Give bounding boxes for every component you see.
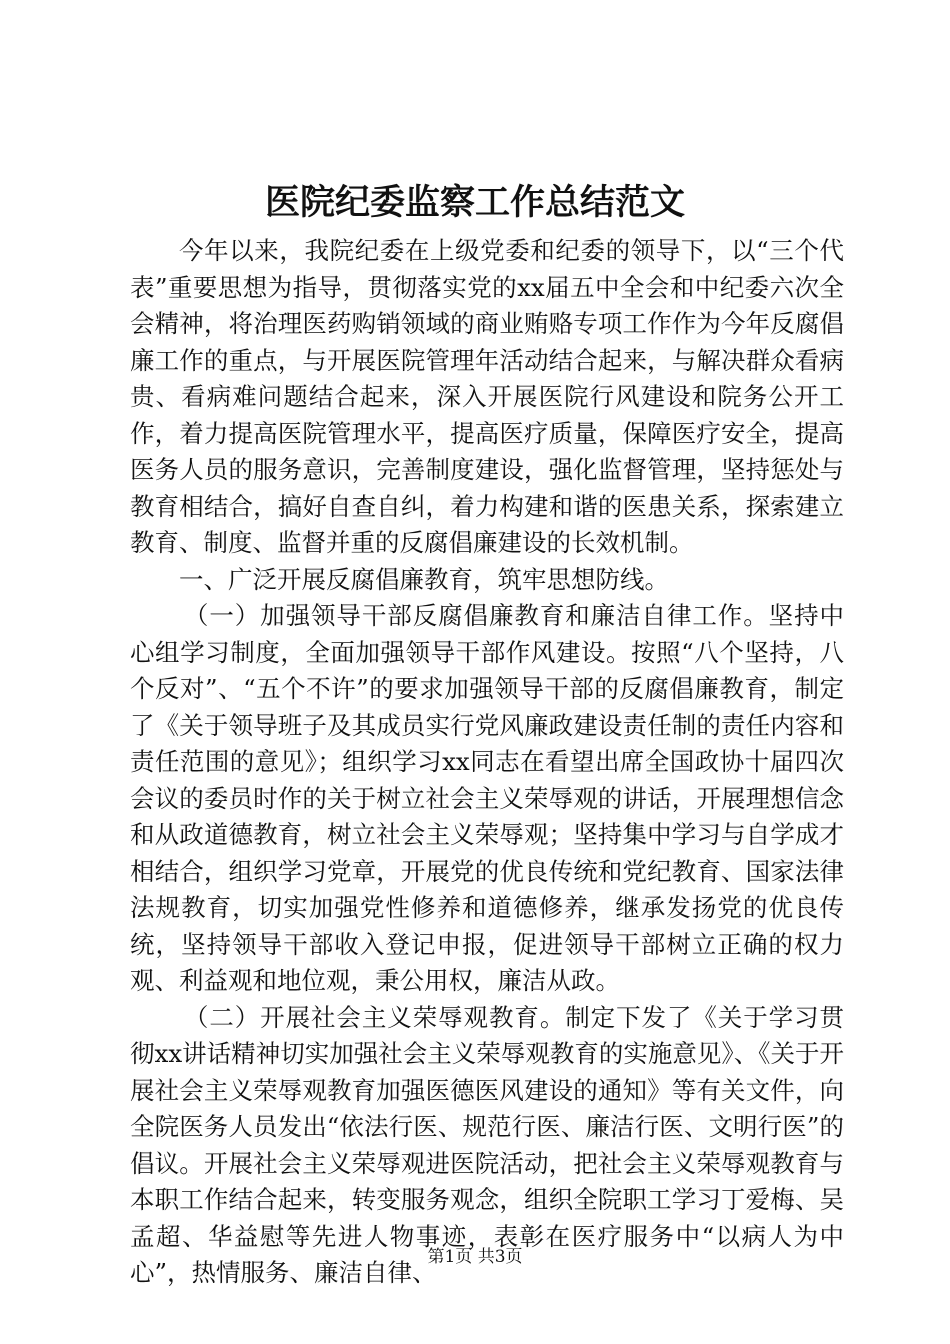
subsection-paragraph: （二）开展社会主义荣辱观教育。制定下发了《关于学习贯彻xx讲话精神切实加强社会主义荣辱观教育的实施意见》、《关于开展社会主义荣辱观教育加强医德医风建设的通知》等有关文件，向全院医务人员发出“依法行医、规范行医、廉洁行医、文明行医”的倡议。开展社会主义荣辱观进医院活动，把社会主义荣辱观教育与本职工作结合起来，转变服务观念，组织全院职工学习丁爱梅、吴孟超、华益慰等先进人物事迹，表彰在医疗服务中“以病人为中心”，热情服务、廉洁自律、: [130, 1002, 844, 1287]
page-number: 第1页 共3页: [427, 1247, 523, 1267]
section-heading: 一、广泛开展反腐倡廉教育，筑牢思想防线。: [179, 564, 669, 594]
subsection-paragraph: （一）加强领导干部反腐倡廉教育和廉洁自律工作。坚持中心组学习制度，全面加强领导干部作风建设。按照“八个坚持，八个反对”、“五个不许”的要求加强领导干部的反腐倡廉教育，制定了《关于领导班子及其成员实行党风廉政建设责任制的责任内容和责任范围的意见》；组织学习xx同志在看望出席全国政协十届四次会议的委员时作的关于树立社会主义荣辱观的讲话，开展理想信念和从政道德教育，树立社会主义荣辱观；坚持集中学习与自学成才相结合，组织学习党章，开展党的优良传统和党纪教育、国家法律法规教育，切实加强党性修养和道德修养，继承发扬党的优良传统，坚持领导干部收入登记申报，促进领导干部树立正确的权力观、利益观和地位观，秉公用权，廉洁从政。: [130, 601, 844, 995]
document-title: 医院纪委监察工作总结范文: [264, 182, 685, 223]
intro-paragraph: 今年以来，我院纪委在上级党委和纪委的领导下，以“三个代表”重要思想为指导，贯彻落实党的xx届五中全会和中纪委六次全会精神，将治理医药购销领域的商业贿赂专项工作作为今年反腐倡廉工作的重点，与开展医院管理年活动结合起来，与解决群众看病贵、看病难问题结合起来，深入开展医院行风建设和院务公开工作，着力提高医院管理水平，提高医疗质量，保障医疗安全，提高医务人员的服务意识，完善制度建设，强化监督管理，坚持惩处与教育相结合，搞好自查自纠，着力构建和谐的医患关系，探索建立教育、制度、监督并重的反腐倡廉建设的长效机制。: [130, 236, 844, 557]
document-body: [130, 233, 844, 1292]
